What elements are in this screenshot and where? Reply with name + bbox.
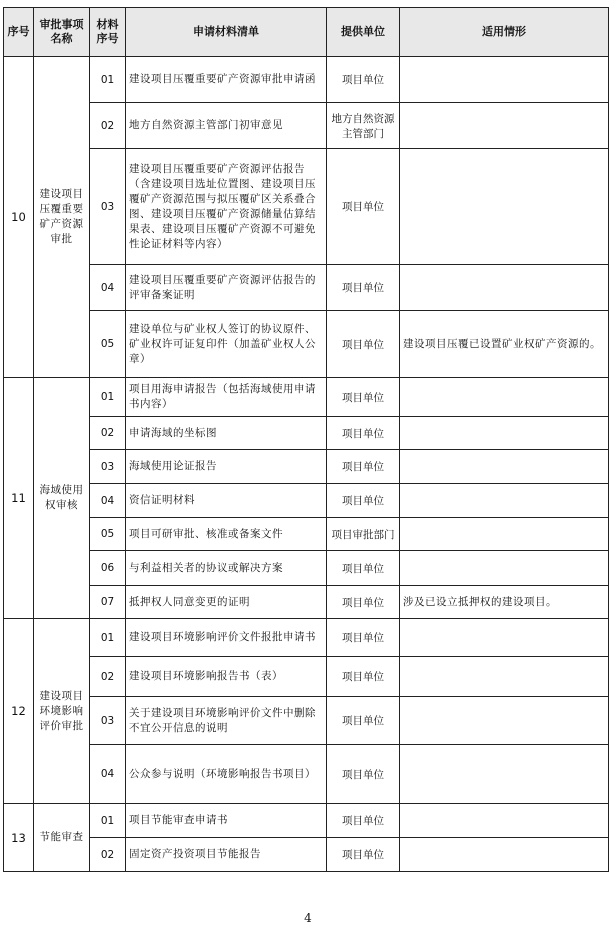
material-no: 01 (90, 57, 126, 103)
applicable-case: 涉及已设立抵押权的建设项目。 (400, 586, 609, 619)
material-name: 建设项目环境影响报告书（表） (126, 657, 327, 697)
material-no: 02 (90, 103, 126, 149)
table-row (4, 484, 609, 518)
applicable-case (400, 378, 609, 417)
applicable-case (400, 103, 609, 149)
table-row (4, 311, 609, 378)
material-no: 01 (90, 804, 126, 838)
material-no: 01 (90, 619, 126, 657)
material-no: 04 (90, 484, 126, 518)
provider: 项目单位 (327, 619, 400, 657)
table-row (4, 417, 609, 450)
material-name: 项目用海申请报告（包括海域使用申请书内容） (126, 378, 327, 417)
provider: 项目单位 (327, 484, 400, 518)
material-name: 公众参与说明（环境影响报告书项目） (126, 745, 327, 804)
header-row (4, 8, 609, 57)
header-item-name: 审批事项名称 (34, 8, 90, 57)
provider: 项目审批部门 (327, 518, 400, 551)
table-row (4, 551, 609, 586)
table-row (4, 378, 609, 417)
material-no: 05 (90, 518, 126, 551)
applicable-case (400, 450, 609, 484)
material-name: 申请海域的坐标图 (126, 417, 327, 450)
applicable-case (400, 518, 609, 551)
provider: 项目单位 (327, 657, 400, 697)
provider: 项目单位 (327, 745, 400, 804)
provider: 项目单位 (327, 417, 400, 450)
table-row (4, 619, 609, 657)
material-name: 建设项目压覆重要矿产资源审批申请函 (126, 57, 327, 103)
provider: 项目单位 (327, 265, 400, 311)
section-seq: 12 (4, 619, 34, 804)
material-name: 建设项目环境影响评价文件报批申请书 (126, 619, 327, 657)
material-name: 建设项目压覆重要矿产资源评估报告（含建设项目选址位置图、建设项目压覆矿产资源范围与拟压覆矿区关系叠合图、建设项目压覆矿产资源储量估算结果表、建设项目压覆矿产资源不可避免性论证材料等内容） (126, 149, 327, 265)
material-no: 02 (90, 417, 126, 450)
material-no: 01 (90, 378, 126, 417)
section-item-name: 建设项目压覆重要矿产资源审批 (34, 57, 90, 378)
table-row (4, 265, 609, 311)
header-material-no: 材料序号 (90, 8, 126, 57)
section-item-name: 海域使用权审核 (34, 378, 90, 619)
material-name: 建设项目压覆重要矿产资源评估报告的评审备案证明 (126, 265, 327, 311)
provider: 项目单位 (327, 378, 400, 417)
material-no: 02 (90, 657, 126, 697)
material-name: 固定资产投资项目节能报告 (126, 838, 327, 872)
materials-table (3, 7, 609, 872)
applicable-case (400, 484, 609, 518)
material-name: 与利益相关者的协议或解决方案 (126, 551, 327, 586)
applicable-case (400, 619, 609, 657)
applicable-case (400, 551, 609, 586)
material-no: 04 (90, 745, 126, 804)
section-seq: 10 (4, 57, 34, 378)
table-row (4, 149, 609, 265)
applicable-case (400, 697, 609, 745)
header-seq: 序号 (4, 8, 34, 57)
material-name: 关于建设项目环境影响评价文件中删除不宜公开信息的说明 (126, 697, 327, 745)
material-name: 抵押权人同意变更的证明 (126, 586, 327, 619)
provider: 项目单位 (327, 697, 400, 745)
provider: 项目单位 (327, 804, 400, 838)
table-row (4, 697, 609, 745)
provider: 地方自然资源主管部门 (327, 103, 400, 149)
table-row (4, 103, 609, 149)
table-row (4, 804, 609, 838)
section-seq: 11 (4, 378, 34, 619)
provider: 项目单位 (327, 838, 400, 872)
header-applicable: 适用情形 (400, 8, 609, 57)
table-row (4, 450, 609, 484)
table-row (4, 745, 609, 804)
applicable-case (400, 417, 609, 450)
material-no: 05 (90, 311, 126, 378)
provider: 项目单位 (327, 450, 400, 484)
material-no: 07 (90, 586, 126, 619)
material-name: 海域使用论证报告 (126, 450, 327, 484)
material-name: 资信证明材料 (126, 484, 327, 518)
applicable-case (400, 265, 609, 311)
table-row (4, 518, 609, 551)
material-no: 02 (90, 838, 126, 872)
provider: 项目单位 (327, 57, 400, 103)
table-row (4, 586, 609, 619)
applicable-case: 建设项目压覆已设置矿业权矿产资源的。 (400, 311, 609, 378)
page-number: 4 (304, 911, 312, 925)
table-row (4, 838, 609, 872)
applicable-case (400, 745, 609, 804)
section-item-name: 节能审查 (34, 804, 90, 872)
material-name: 建设单位与矿业权人签订的协议原件、矿业权许可证复印件（加盖矿业权人公章） (126, 311, 327, 378)
material-name: 项目可研审批、核准或备案文件 (126, 518, 327, 551)
provider: 项目单位 (327, 551, 400, 586)
material-no: 06 (90, 551, 126, 586)
applicable-case (400, 57, 609, 103)
applicable-case (400, 838, 609, 872)
applicable-case (400, 657, 609, 697)
header-provider: 提供单位 (327, 8, 400, 57)
applicable-case (400, 149, 609, 265)
section-item-name: 建设项目环境影响评价审批 (34, 619, 90, 804)
applicable-case (400, 804, 609, 838)
section-seq: 13 (4, 804, 34, 872)
provider: 项目单位 (327, 311, 400, 378)
material-no: 03 (90, 697, 126, 745)
provider: 项目单位 (327, 149, 400, 265)
material-name: 地方自然资源主管部门初审意见 (126, 103, 327, 149)
material-no: 04 (90, 265, 126, 311)
material-name: 项目节能审查申请书 (126, 804, 327, 838)
header-materials: 申请材料清单 (126, 8, 327, 57)
provider: 项目单位 (327, 586, 400, 619)
table-row (4, 657, 609, 697)
material-no: 03 (90, 149, 126, 265)
table-row (4, 57, 609, 103)
material-no: 03 (90, 450, 126, 484)
